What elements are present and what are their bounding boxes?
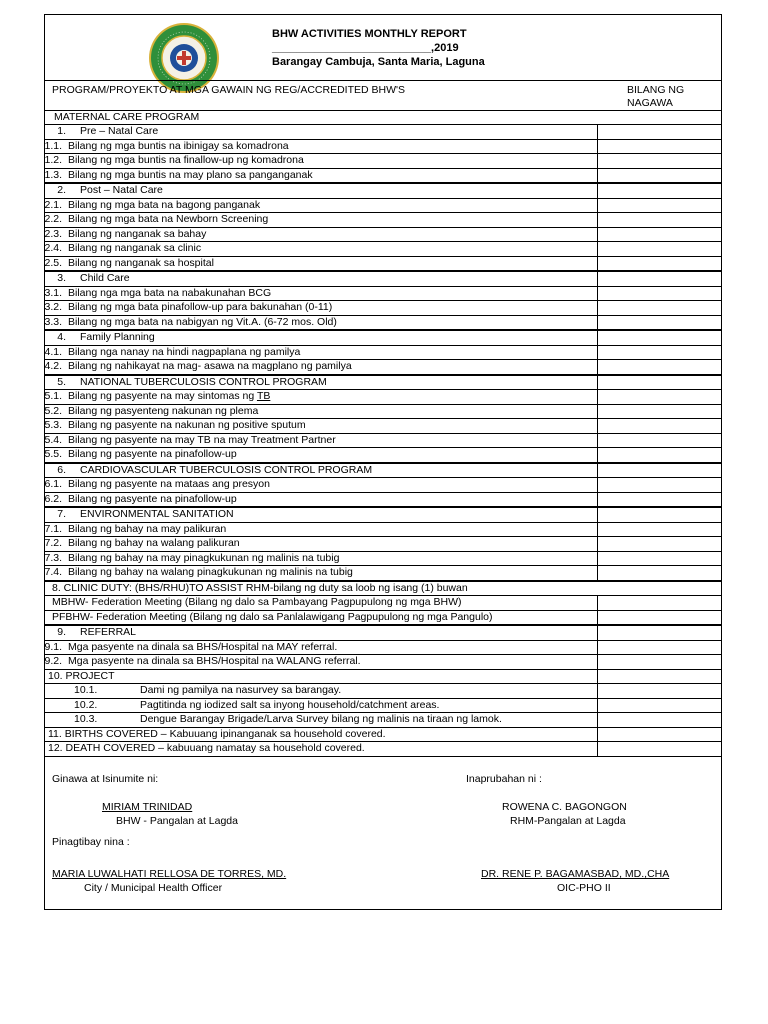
project-item-row — [44, 684, 722, 699]
location-line: Barangay Cambuja, Santa Maria, Laguna — [272, 56, 485, 68]
item-text: Bilang nga nanay na hindi nagpaplana ng pamilya — [68, 345, 301, 358]
item-number: 2.5. — [44, 256, 62, 269]
item-number: 2.3. — [44, 227, 62, 240]
item-text: Bilang ng pasyente na pinafollow-up — [68, 448, 237, 461]
section-title: CARDIOVASCULAR TUBERCULOSIS CONTROL PROGRAM — [80, 463, 373, 476]
row-label-cell — [44, 581, 722, 596]
count-cell[interactable] — [598, 125, 723, 140]
section-header-row — [44, 271, 722, 286]
row-label-cell — [44, 256, 598, 271]
project-title-row — [44, 669, 722, 684]
count-cell[interactable] — [598, 390, 723, 405]
item-text: Bilang ng pasyenteng nakunan ng plema — [68, 404, 259, 417]
count-cell[interactable] — [598, 640, 723, 655]
item-row — [44, 256, 722, 271]
item-row — [44, 448, 722, 463]
section-number: 4. — [57, 331, 66, 344]
item-number: 9.2. — [44, 655, 62, 668]
item-text: Pagtitinda ng iodized salt sa inyong household/catchment areas. — [140, 698, 440, 711]
count-cell[interactable] — [598, 478, 723, 493]
row-label-cell — [44, 566, 598, 581]
item-row — [44, 213, 722, 228]
row-label-cell — [44, 698, 598, 713]
item-row — [44, 168, 722, 183]
item-text: Bilang ng nanganak sa hospital — [68, 256, 214, 269]
item-text: Bilang ng mga bata na Newborn Screening — [68, 213, 269, 226]
item-row — [44, 345, 722, 360]
count-cell[interactable] — [598, 227, 723, 242]
births-covered-text: 11. BIRTHS COVERED – Kabuuang ipinanganak sa household covered. — [48, 727, 386, 740]
item-row — [44, 433, 722, 448]
section-number: 6. — [57, 463, 66, 476]
row-label-cell — [44, 330, 598, 345]
count-cell[interactable] — [598, 448, 723, 463]
item-number: 2.4. — [44, 242, 62, 255]
count-cell[interactable] — [598, 139, 723, 154]
row-label-cell — [44, 669, 598, 684]
count-cell[interactable] — [598, 727, 723, 742]
pho-role: OIC-PHO II — [557, 882, 611, 894]
section-number: 2. — [57, 184, 66, 197]
item-text: Bilang ng nanganak sa bahay — [68, 227, 207, 240]
item-number: 9.1. — [44, 640, 62, 653]
row-label-cell — [44, 183, 598, 198]
count-cell[interactable] — [598, 375, 723, 390]
deaths-covered-text: 12. DEATH COVERED – kabuuang namatay sa household covered. — [48, 742, 365, 755]
item-number: 10.1. — [74, 684, 98, 697]
section-header-row — [44, 507, 722, 522]
item-number: 5.2. — [44, 404, 62, 417]
item-number: 3.2. — [44, 301, 62, 314]
item-number: 2.2. — [44, 213, 62, 226]
item-number: 6.2. — [44, 492, 62, 505]
item-row — [44, 655, 722, 670]
section-number: 9. — [57, 626, 66, 639]
row-label-cell — [44, 640, 598, 655]
item-row — [44, 640, 722, 655]
project-item-row — [44, 698, 722, 713]
item-row — [44, 301, 722, 316]
item-text: Mga pasyente na dinala sa BHS/Hospital na WALANG referral. — [68, 655, 361, 668]
count-cell[interactable] — [598, 742, 723, 757]
count-cell[interactable] — [598, 492, 723, 507]
item-row — [44, 404, 722, 419]
item-text-underlined: TB — [256, 390, 271, 403]
count-cell[interactable] — [598, 537, 723, 552]
item-row — [44, 551, 722, 566]
count-cell[interactable] — [598, 419, 723, 434]
row-label-cell — [44, 419, 598, 434]
count-cell[interactable] — [598, 669, 723, 684]
rhm-name: ROWENA C. BAGONGON — [502, 801, 627, 813]
section-title: ENVIRONMENTAL SANITATION — [80, 508, 234, 521]
item-text: Bilang ng nahikayat na mag- asawa na magplano ng pamilya — [68, 360, 352, 373]
count-cell[interactable] — [598, 551, 723, 566]
section-number: 7. — [57, 508, 66, 521]
row-label-cell — [44, 198, 598, 213]
mbhw-meeting-text: MBHW- Federation Meeting (Bilang ng dalo sa Pambayang Pagpupulong ng mga BHW) — [52, 596, 462, 609]
program-column-header: PROGRAM/PROYEKTO AT MGA GAWAIN NG REG/ACCREDITED BHW'S — [52, 84, 406, 96]
count-cell[interactable] — [598, 330, 723, 345]
clinic-duty-row — [44, 610, 722, 625]
section-header-row — [44, 330, 722, 345]
count-cell[interactable] — [598, 301, 723, 316]
row-label-cell — [44, 492, 598, 507]
section-header-row — [44, 463, 722, 478]
clinic-duty-title-row — [44, 581, 722, 596]
bhw-role: BHW - Pangalan at Lagda — [116, 815, 238, 827]
row-label-cell — [44, 625, 598, 640]
row-label-cell — [44, 213, 598, 228]
item-number: 5.5. — [44, 448, 62, 461]
count-cell[interactable] — [598, 404, 723, 419]
item-text: Bilang ng mga bata pinafollow-up para bakunahan (0-11) — [68, 301, 333, 314]
pfbhw-meeting-text: PFBHW- Federation Meeting (Bilang ng dalo sa Panlalawigang Pagpupulong ng mga Pangulo) — [52, 610, 493, 623]
row-label-cell — [44, 271, 598, 286]
item-text: Bilang ng mga buntis na ibinigay sa komadrona — [68, 139, 289, 152]
item-row — [44, 242, 722, 257]
item-text: Bilang ng bahay na may palikuran — [68, 522, 227, 535]
count-cell[interactable] — [598, 596, 723, 611]
row-label-cell — [44, 345, 598, 360]
row-label-cell — [44, 478, 598, 493]
item-text: Bilang ng pasyente na may sintomas ng — [68, 390, 255, 403]
section-header-row — [44, 375, 722, 390]
count-column-header-line1: BILANG NG — [627, 84, 685, 96]
row-label-cell — [44, 507, 598, 522]
mho-role: City / Municipal Health Officer — [84, 882, 223, 894]
row-label-cell — [44, 390, 598, 405]
item-text: Bilang ng nanganak sa clinic — [68, 242, 202, 255]
row-label-cell — [44, 742, 598, 757]
item-row — [44, 537, 722, 552]
count-column-header-line2: NAGAWA — [627, 97, 673, 109]
bhw-name: MIRIAM TRINIDAD — [102, 801, 193, 813]
prepared-label: Ginawa at Isinumite ni: — [52, 773, 159, 785]
project-title: 10. PROJECT — [48, 669, 115, 682]
section-header-row — [44, 125, 722, 140]
section-title: NATIONAL TUBERCULOSIS CONTROL PROGRAM — [80, 375, 327, 388]
row-label-cell — [44, 404, 598, 419]
row-label-cell — [44, 463, 598, 478]
item-text: Dengue Barangay Brigade/Larva Survey bilang ng malinis na tiraan ng lamok. — [140, 713, 502, 726]
item-number: 5.3. — [44, 419, 62, 432]
count-cell[interactable] — [598, 360, 723, 375]
item-row — [44, 315, 722, 330]
row-label-cell — [44, 168, 598, 183]
row-label-cell — [44, 433, 598, 448]
row-label-cell — [44, 522, 598, 537]
item-number: 7.2. — [44, 537, 62, 550]
item-number: 1.3. — [44, 168, 62, 181]
item-text: Mga pasyente na dinala sa BHS/Hospital na MAY referral. — [68, 640, 338, 653]
row-label-cell — [44, 242, 598, 257]
item-number: 7.3. — [44, 551, 62, 564]
count-cell[interactable] — [598, 315, 723, 330]
section-number: 1. — [57, 125, 66, 138]
count-cell[interactable] — [598, 183, 723, 198]
item-text: Bilang ng mga bata na nabigyan ng Vit.A. (6-72 mos. Old) — [68, 315, 337, 328]
item-text: Bilang ng pasyente na may TB na may Treatment Partner — [68, 433, 336, 446]
row-label-cell — [44, 227, 598, 242]
clinic-duty-row — [44, 596, 722, 611]
row-label-cell — [44, 360, 598, 375]
count-cell[interactable] — [598, 154, 723, 169]
item-row — [44, 360, 722, 375]
activity-table — [44, 124, 722, 757]
item-row — [44, 492, 722, 507]
approved-label: Inaprubahan ni : — [466, 773, 542, 785]
row-label-cell — [44, 125, 598, 140]
header-divider — [44, 80, 722, 81]
count-cell[interactable] — [598, 213, 723, 228]
pho-name: DR. RENE P. BAGAMASBAD, MD.,CHA — [481, 868, 670, 880]
count-cell[interactable] — [598, 168, 723, 183]
table-end-cell — [44, 756, 722, 757]
table-end-row — [44, 756, 722, 757]
item-text: Dami ng pamilya na nasurvey sa barangay. — [140, 684, 342, 697]
item-number: 5.1. — [44, 390, 62, 403]
item-row — [44, 154, 722, 169]
item-row — [44, 478, 722, 493]
item-number: 4.1. — [44, 345, 62, 358]
section-title: Child Care — [80, 272, 130, 285]
item-row — [44, 227, 722, 242]
item-row — [44, 198, 722, 213]
item-number: 7.4. — [44, 566, 62, 579]
item-row — [44, 566, 722, 581]
count-cell[interactable] — [598, 256, 723, 271]
count-cell[interactable] — [598, 655, 723, 670]
row-label-cell — [44, 139, 598, 154]
row-label-cell — [44, 286, 598, 301]
count-cell[interactable] — [598, 566, 723, 581]
item-number: 7.1. — [44, 522, 62, 535]
section-number: 3. — [57, 272, 66, 285]
row-label-cell — [44, 448, 598, 463]
item-row — [44, 419, 722, 434]
row-label-cell — [44, 610, 598, 625]
row-label-cell — [44, 375, 598, 390]
item-text: Bilang nga mga bata na nabakunahan BCG — [68, 286, 272, 299]
item-row — [44, 522, 722, 537]
deaths-row — [44, 742, 722, 757]
count-cell[interactable] — [598, 286, 723, 301]
section-title: Pre – Natal Care — [80, 125, 159, 138]
count-cell[interactable] — [598, 713, 723, 728]
item-text: Bilang ng pasyente na nakunan ng positive sputum — [68, 419, 306, 432]
item-text: Bilang ng mga buntis na finallow-up ng komadrona — [68, 154, 304, 167]
program-title: MATERNAL CARE PROGRAM — [54, 111, 200, 123]
item-text: Bilang ng bahay na walang pinagkukunan ng malinis na tubig — [68, 566, 353, 579]
item-number: 3.3. — [44, 315, 62, 328]
count-cell[interactable] — [598, 198, 723, 213]
count-cell[interactable] — [598, 522, 723, 537]
count-cell[interactable] — [598, 625, 723, 640]
count-cell[interactable] — [598, 433, 723, 448]
count-cell[interactable] — [598, 507, 723, 522]
count-cell[interactable] — [598, 463, 723, 478]
count-cell[interactable] — [598, 684, 723, 699]
row-label-cell — [44, 315, 598, 330]
clinic-duty-title: 8. CLINIC DUTY: (BHS/RHU)TO ASSIST RHM-bilang ng duty sa loob ng isang (1) buwan — [52, 581, 468, 594]
item-number: 4.2. — [44, 360, 62, 373]
section-header-row — [44, 183, 722, 198]
row-label-cell — [44, 154, 598, 169]
row-label-cell — [44, 727, 598, 742]
item-number: 3.1. — [44, 286, 62, 299]
count-cell[interactable] — [598, 345, 723, 360]
item-text: Bilang ng pasyente na pinafollow-up — [68, 492, 237, 505]
item-text: Bilang ng pasyente na mataas ang presyon — [68, 478, 270, 491]
item-row — [44, 286, 722, 301]
item-text: Bilang ng mga buntis na may plano sa panganganak — [68, 168, 313, 181]
item-number: 1.1. — [44, 139, 62, 152]
section-title: Post – Natal Care — [80, 184, 163, 197]
item-row — [44, 390, 722, 405]
row-label-cell — [44, 596, 598, 611]
report-title: BHW ACTIVITIES MONTHLY REPORT — [272, 28, 467, 40]
row-label-cell — [44, 713, 598, 728]
row-label-cell — [44, 301, 598, 316]
item-text: Bilang ng bahay na walang palikuran — [68, 537, 240, 550]
count-cell[interactable] — [598, 698, 723, 713]
section-title: REFERRAL — [80, 626, 137, 639]
period-line[interactable]: __________________________,2019 — [272, 42, 459, 54]
item-number: 10.3. — [74, 713, 98, 726]
item-text: Bilang ng mga bata na bagong panganak — [68, 198, 261, 211]
count-cell[interactable] — [598, 271, 723, 286]
section-number: 5. — [57, 375, 66, 388]
row-label-cell — [44, 684, 598, 699]
item-row — [44, 139, 722, 154]
births-row — [44, 727, 722, 742]
item-number: 5.4. — [44, 433, 62, 446]
item-number: 10.2. — [74, 698, 98, 711]
item-number: 6.1. — [44, 478, 62, 491]
project-item-row — [44, 713, 722, 728]
confirmed-label: Pinagtibay nina : — [52, 836, 130, 848]
section-header-row — [44, 625, 722, 640]
mho-name: MARIA LUWALHATI RELLOSA DE TORRES, MD. — [52, 868, 287, 880]
row-label-cell — [44, 655, 598, 670]
item-text: Bilang ng bahay na may pinagkukunan ng malinis na tubig — [68, 551, 340, 564]
item-number: 2.1. — [44, 198, 62, 211]
section-title: Family Planning — [80, 331, 155, 344]
rhm-role: RHM-Pangalan at Lagda — [510, 815, 626, 827]
row-label-cell — [44, 537, 598, 552]
count-cell[interactable] — [598, 242, 723, 257]
item-number: 1.2. — [44, 154, 62, 167]
count-cell[interactable] — [598, 610, 723, 625]
row-label-cell — [44, 551, 598, 566]
